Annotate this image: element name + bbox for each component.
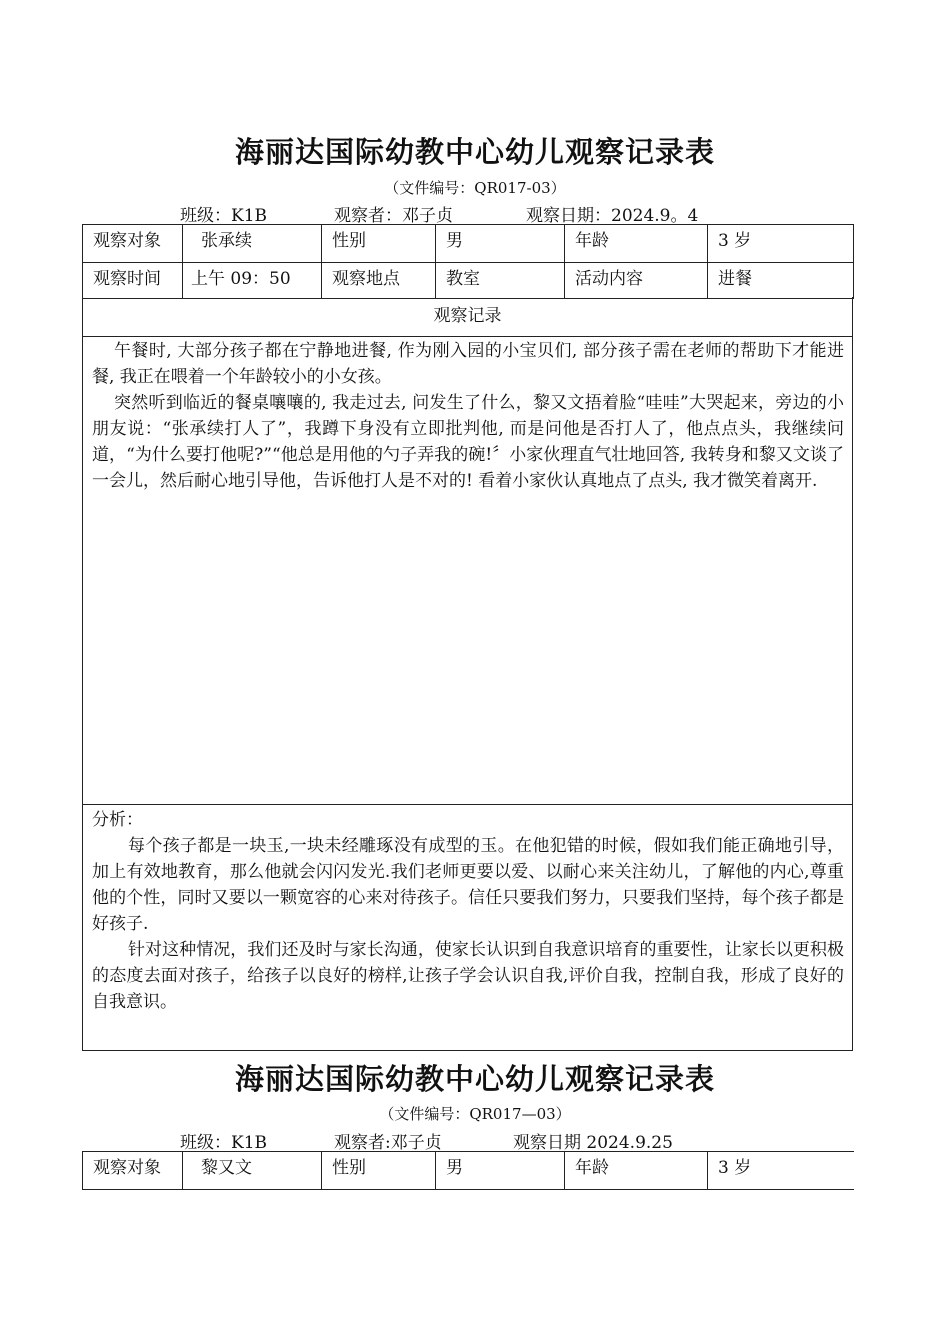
form2-file-number: （文件编号：QR017—03） [379, 1105, 571, 1123]
value-subject: 张承续 [183, 225, 322, 263]
value-subject: 黎又文 [183, 1152, 322, 1190]
form2-class: 班级：K1B [180, 1133, 268, 1153]
form2-meta-line [0, 1128, 950, 1153]
value-time: 上午 09：50 [183, 263, 322, 299]
label-age: 年龄 [565, 1152, 708, 1190]
value-activity: 进餐 [708, 263, 854, 299]
analysis-label: 分析： [92, 810, 143, 830]
analysis-paragraph-1: 每个孩子都是一块玉,一块未经雕琢没有成型的玉。在他犯错的时候，假如我们能正确地引导，加上有效地教育，那么他就会闪闪发光.我们老师更要以爱、以耐心来关注幼儿，了解他的内心,尊重他的个性，同时又要以一颗宽容的心来对待孩子。信任只要我们努力，只要我们坚持，每个孩子都是好孩子. [92, 836, 844, 934]
record-paragraph-2: 突然听到临近的餐桌嚷嚷的, 我走过去, 问发生了什么，黎又文捂着脸“哇哇”大哭起来，旁边的小朋友说：“张承续打人了”，我蹲下身没有立即批判他, 而是问他是否打人了，他点点头，我继续问道，“为什么要打他呢?”“他总是用他的勺子弄我的碗!〞小家伙理直气壮地回答, 我转身和黎又文谈了一会儿，然后耐心地引导他，告诉他打人是不对的! 看着小家伙认真地点了点头, 我才微笑着离开. [92, 393, 844, 491]
form1-row-time [83, 263, 854, 299]
form1-row-subject [83, 225, 854, 263]
label-subject: 观察对象 [83, 225, 183, 263]
label-age: 年龄 [565, 225, 708, 263]
form1-record-body [82, 336, 853, 805]
label-activity: 活动内容 [565, 263, 708, 299]
label-location: 观察地点 [322, 263, 436, 299]
form1-analysis-body [82, 804, 853, 1051]
value-location: 教室 [436, 263, 565, 299]
value-gender: 男 [436, 225, 565, 263]
form2-date: 观察日期 2024.9.25 [513, 1133, 673, 1153]
form1-title: 海丽达国际幼教中心幼儿观察记录表 [234, 135, 715, 169]
form1-observer: 观察者：邓子贞 [334, 206, 453, 226]
record-paragraph-1: 午餐时, 大部分孩子都在宁静地进餐, 作为刚入园的小宝贝们, 部分孩子需在老师的帮助下才能进餐, 我正在喂着一个年龄较小的小女孩。 [92, 341, 844, 387]
form2-title: 海丽达国际幼教中心幼儿观察记录表 [234, 1062, 715, 1096]
label-gender: 性别 [322, 1152, 436, 1190]
form1-class: 班级：K1B [180, 206, 268, 226]
form2-info-table [82, 1151, 854, 1190]
label-subject: 观察对象 [83, 1152, 183, 1190]
label-time: 观察时间 [83, 263, 183, 299]
form1-file-number: （文件编号：QR017-03） [384, 179, 566, 197]
form1-record-heading-cell [82, 297, 853, 337]
value-gender: 男 [436, 1152, 565, 1190]
label-gender: 性别 [322, 225, 436, 263]
record-heading: 观察记录 [433, 306, 502, 326]
analysis-paragraph-2: 针对这种情况，我们还及时与家长沟通，使家长认识到自我意识培育的重要性，让家长以更积极的态度去面对孩子，给孩子以良好的榜样,让孩子学会认识自我,评价自我，控制自我，形成了良好的自我意识。 [92, 940, 844, 1012]
form2-row-subject [83, 1152, 854, 1190]
form1-date: 观察日期：2024.9。4 [526, 206, 699, 226]
value-age: 3 岁 [708, 225, 854, 263]
form1-meta-line [0, 201, 950, 226]
form2-observer: 观察者:邓子贞 [334, 1133, 442, 1153]
form1-info-table [82, 224, 854, 299]
value-age: 3 岁 [708, 1152, 854, 1190]
